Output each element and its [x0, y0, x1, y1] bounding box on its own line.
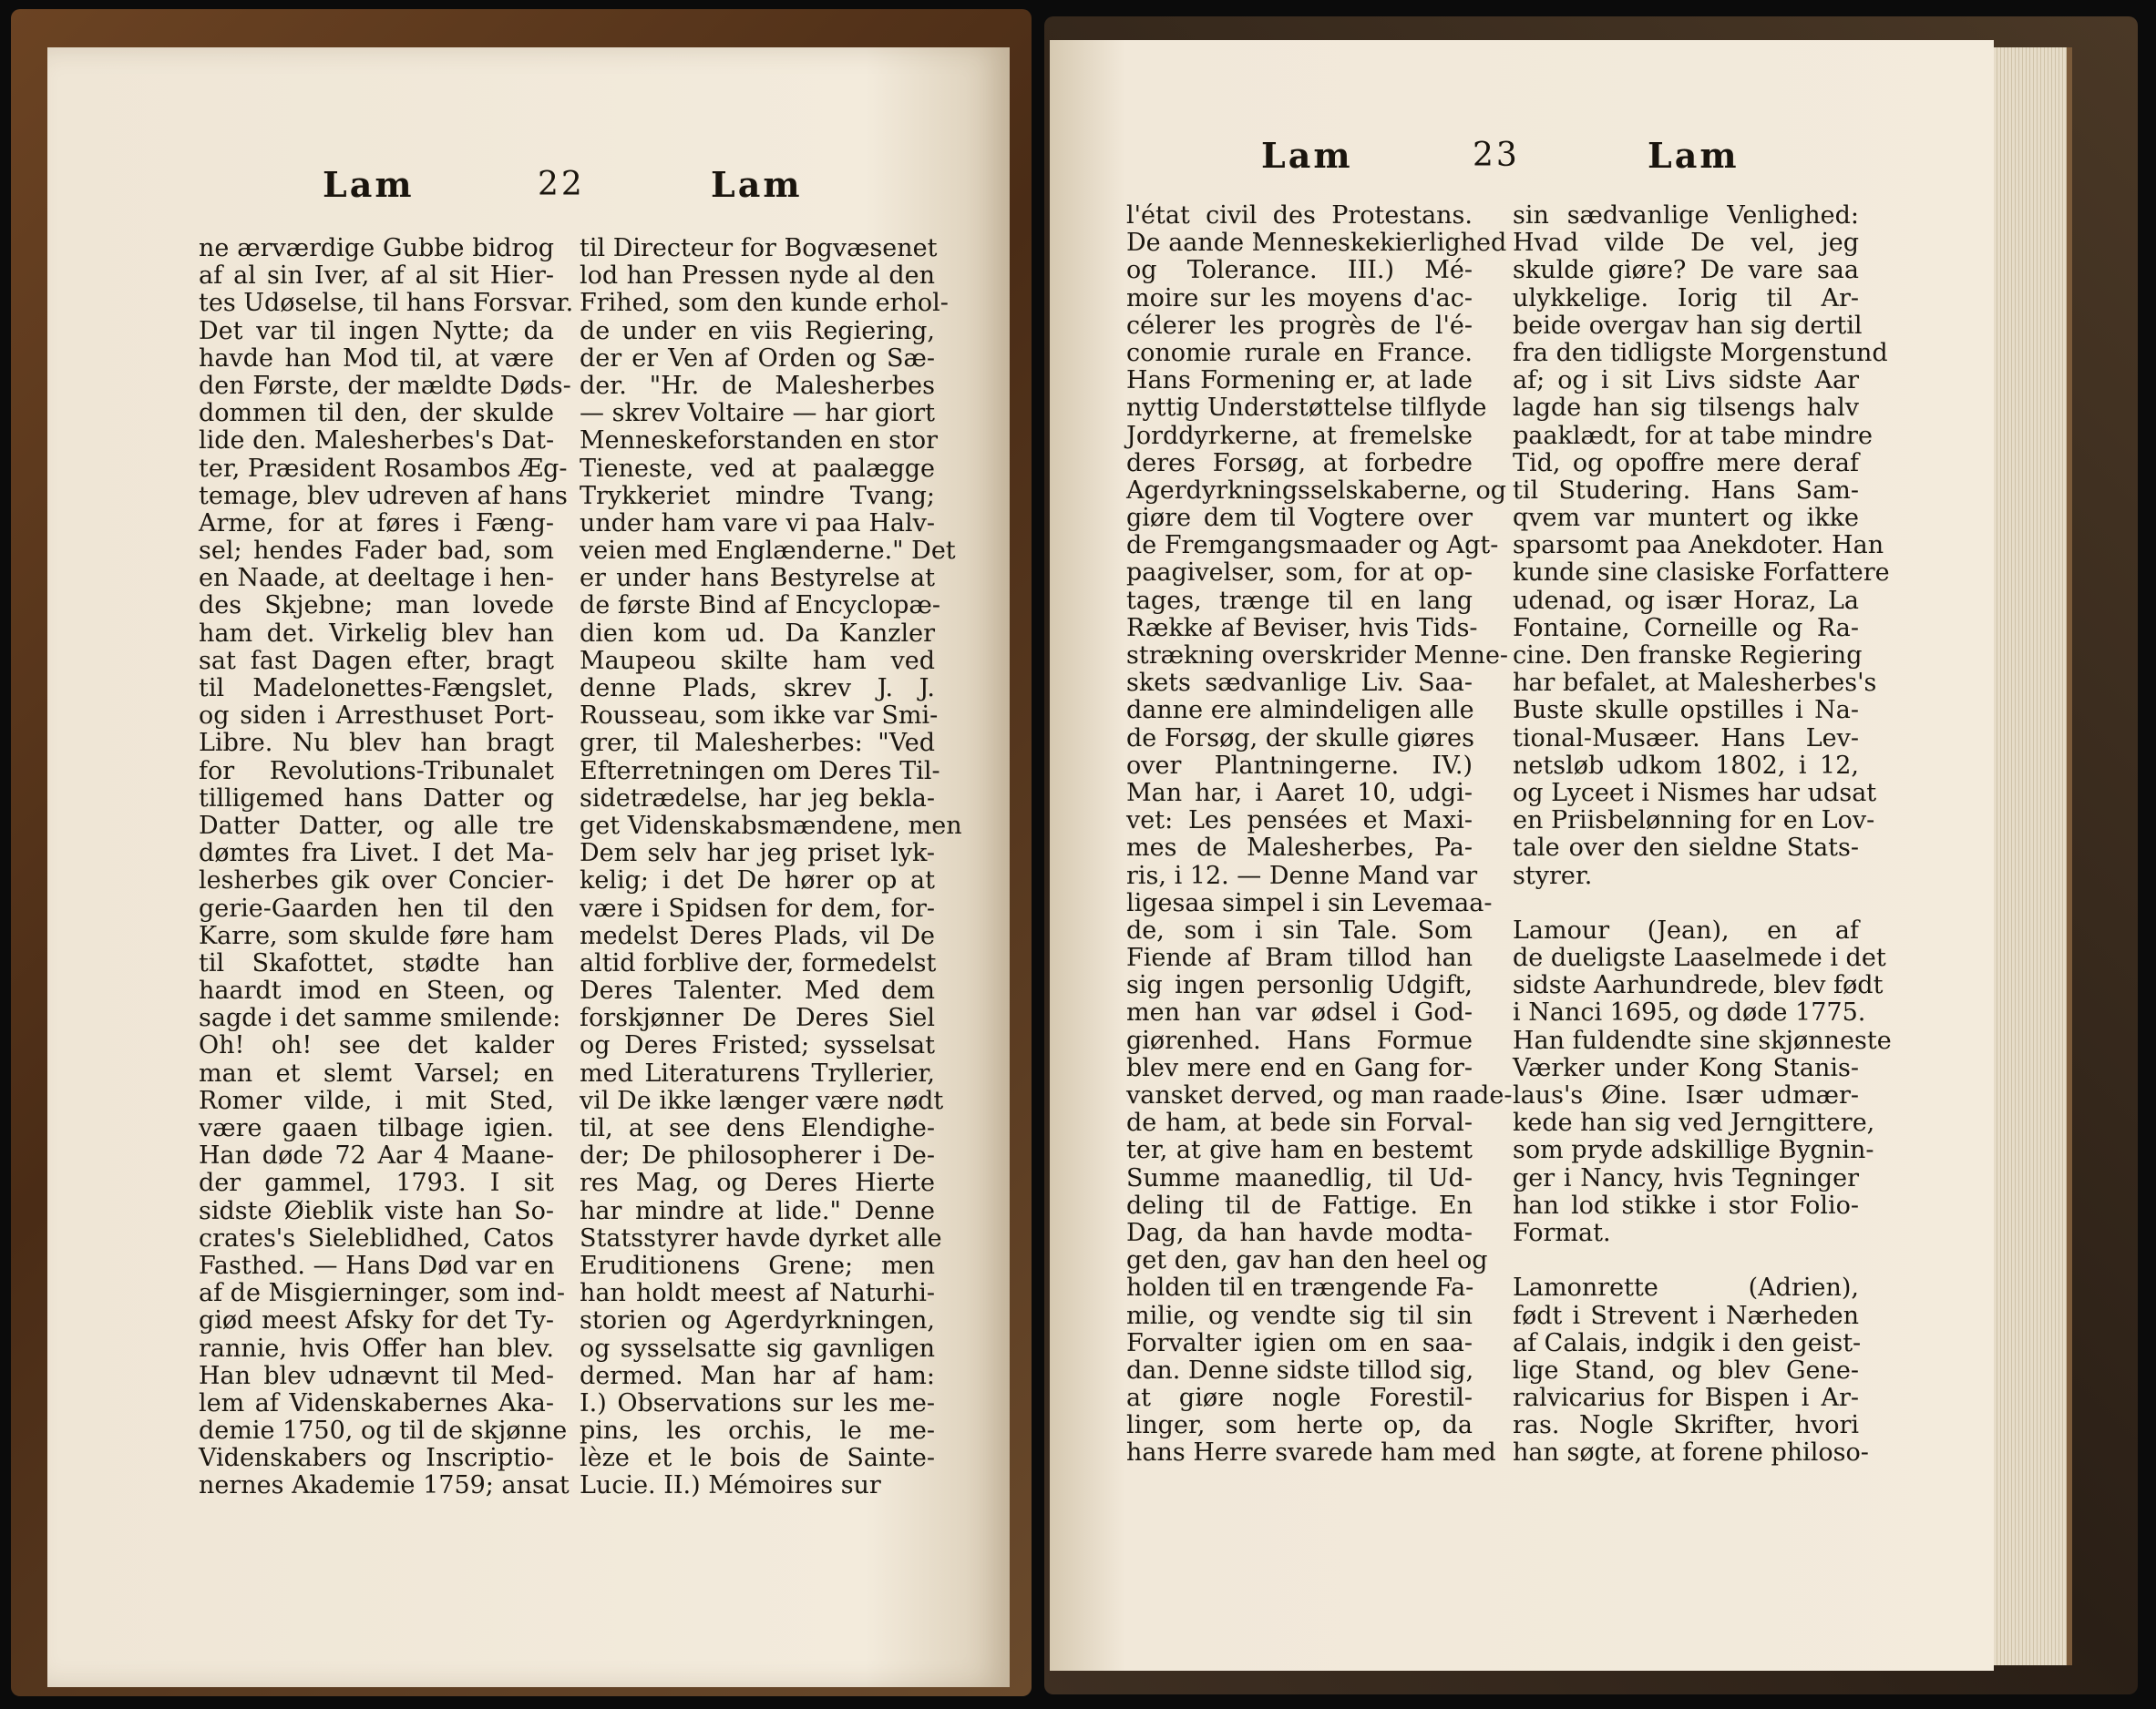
text-line: ligesaa simpel i sin Levemaa-	[1126, 888, 1493, 917]
text-line: han holdt meest af Naturhi-	[580, 1279, 935, 1308]
text-line: Dag, da han havde modta-	[1126, 1218, 1473, 1247]
text-line: De aande Menneskekierlighed	[1126, 229, 1507, 258]
text-line: til Studering. Hans Sam-	[1513, 476, 1859, 505]
text-line: dermed. Man har af ham:	[580, 1361, 935, 1390]
text-line: udenad, og især Horaz, La	[1513, 586, 1859, 615]
text-line: Lucie. II.) Mémoires sur	[580, 1471, 881, 1500]
text-line: l'état civil des Protestans.	[1126, 201, 1473, 230]
left-page-column-2	[580, 234, 962, 1500]
text-line: get Videnskabsmændene, men	[580, 811, 962, 840]
text-line: forskjønner De Deres Siel	[580, 1004, 935, 1033]
text-line: Fiende af Bram tillod han	[1126, 944, 1473, 973]
text-line	[1513, 890, 1859, 917]
text-line: altid forblive der, formedelst	[580, 948, 937, 977]
text-line: netsløb udkom 1802, i 12,	[1513, 751, 1859, 780]
text-line: ter, at give ham en bestemt	[1126, 1136, 1473, 1165]
text-line: dien kom ud. Da Kanzler	[580, 619, 935, 648]
text-line: deres Forsøg, at forbedre	[1126, 448, 1473, 477]
text-line: Han fuldendte sine skjønneste	[1513, 1026, 1892, 1055]
text-line: de Forsøg, der skulle giøres	[1126, 723, 1474, 752]
text-line: og siden i Arresthuset Port-	[199, 701, 554, 731]
text-line: havde han Mod til, at være	[199, 343, 554, 373]
text-line: til Madelonettes-Fængslet,	[199, 674, 554, 702]
text-line: den Første, der mældte Døds-	[199, 371, 571, 400]
text-line: de dueligste Laaselmede i det	[1513, 944, 1886, 973]
text-line: crates's Sieleblidhed, Catos	[199, 1223, 554, 1253]
text-line: for Revolutions-Tribunalet	[199, 756, 554, 785]
text-line: Fasthed. — Hans Død var en	[199, 1251, 555, 1280]
running-head-right-right: Lam	[1648, 135, 1740, 176]
text-line: ham det. Virkelig blev han	[199, 619, 554, 648]
text-line: der er Ven af Orden og Sæ-	[580, 343, 935, 373]
text-line: mes de Malesherbes, Pa-	[1126, 834, 1473, 863]
page-number-right: 23	[1473, 137, 1520, 174]
text-line: at giøre nogle Forestil-	[1126, 1384, 1473, 1413]
text-line: medelst Deres Plads, vil De	[580, 921, 935, 950]
text-line: beide overgav han sig dertil	[1513, 311, 1863, 340]
text-line: han lod stikke i stor Folio-	[1513, 1191, 1859, 1220]
text-line: deling til de Fattige. En	[1126, 1191, 1473, 1220]
text-line: lige Stand, og blev Gene-	[1513, 1356, 1859, 1385]
text-line: res Mag, og Deres Hierte	[580, 1169, 935, 1198]
text-line: der. "Hr. de Malesherbes	[580, 371, 935, 400]
text-line: temage, blev udreven af hans	[199, 481, 568, 510]
text-line: grer, til Malesherbes: "Ved	[580, 729, 935, 758]
text-line: rannie, hvis Offer han blev.	[199, 1334, 554, 1363]
text-line: milie, og vendte sig til sin	[1126, 1301, 1473, 1330]
text-line: demie 1750, og til de skjønne	[199, 1417, 568, 1446]
text-line: Række af Beviser, hvis Tids-	[1126, 613, 1478, 642]
text-line: ulykkelige. Iorig til Ar-	[1513, 283, 1859, 312]
left-page-column-1	[199, 234, 574, 1500]
text-line: vet: Les pensées et Maxi-	[1126, 806, 1473, 835]
text-line: Maupeou skilte ham ved	[580, 646, 935, 675]
text-line: Lamour (Jean), en af	[1513, 916, 1859, 945]
text-line: tes Udøselse, til hans Forsvar.	[199, 289, 574, 318]
text-line: dan. Denne sidste tillod sig,	[1126, 1356, 1474, 1385]
text-line: giøre dem til Vogtere over	[1126, 504, 1473, 533]
text-line: Romer vilde, i mit Sted,	[199, 1086, 554, 1115]
text-line: storien og Agerdyrkningen,	[580, 1306, 935, 1335]
text-line: haardt imod en Steen, og	[199, 977, 554, 1006]
text-line: Videnskabers og Inscriptio-	[199, 1444, 554, 1473]
text-line: skulde giøre? De vare saa	[1513, 256, 1859, 285]
text-line: pins, les orchis, le me-	[580, 1417, 935, 1446]
page-number-left: 22	[538, 166, 585, 203]
running-head-left-right: Lam	[711, 164, 803, 205]
text-line: célerer les progrès de l'é-	[1126, 311, 1473, 340]
right-page-column-2	[1513, 201, 1892, 1468]
text-line: kunde sine clasiske Forfattere	[1513, 558, 1890, 588]
text-line: Arme, for at føres i Fæng-	[199, 508, 554, 537]
text-line: og Deres Fristed; sysselsat	[580, 1031, 935, 1060]
text-line: ralvicarius for Bispen i Ar-	[1513, 1384, 1859, 1413]
text-line: til Directeur for Bogvæsenet	[580, 234, 938, 262]
text-line: Karre, som skulde føre ham	[199, 921, 554, 950]
text-line: de Fremgangsmaader og Agt-	[1126, 531, 1499, 560]
text-line: Format.	[1513, 1218, 1611, 1247]
text-line: har mindre at lide." Denne	[580, 1196, 935, 1225]
right-page	[1050, 40, 1994, 1671]
text-line: tilligemed hans Datter og	[199, 783, 554, 813]
text-line	[1513, 1247, 1859, 1274]
text-line: strækning overskrider Menne-	[1126, 641, 1509, 670]
text-line: er under hans Bestyrelse at	[580, 564, 935, 593]
text-line: sidste Aarhundrede, blev født	[1513, 971, 1884, 1000]
text-line: linger, som herte op, da	[1126, 1411, 1473, 1440]
text-line: under ham vare vi paa Halv-	[580, 508, 935, 537]
text-line: en Naade, at deeltage i hen-	[199, 564, 554, 593]
text-line: være i Spidsen for dem, for-	[580, 894, 935, 923]
text-line: tale over den sieldne Stats-	[1513, 834, 1859, 863]
text-line: man et slemt Varsel; en	[199, 1059, 554, 1088]
text-line: dommen til den, der skulde	[199, 399, 554, 428]
right-page-column-1	[1126, 201, 1513, 1468]
text-line: Agerdyrkningsselskaberne, og	[1126, 476, 1507, 505]
text-line: tages, trænge til en lang	[1126, 586, 1473, 615]
text-line: ne ærværdige Gubbe bidrog	[199, 234, 554, 262]
text-line: get den, gav han den heel og	[1126, 1246, 1488, 1275]
text-line: og Tolerance. III.) Mé-	[1126, 256, 1473, 285]
text-line: Forvalter igien om en saa-	[1126, 1328, 1473, 1357]
text-line: cine. Den franske Regiering	[1513, 641, 1863, 670]
text-line: af al sin Iver, af al sit Hier-	[199, 261, 554, 291]
text-line: Hvad vilde De vel, jeg	[1513, 229, 1859, 258]
text-line: Datter Datter, og alle tre	[199, 811, 554, 840]
text-line: skets sædvanlige Liv. Saa-	[1126, 669, 1473, 698]
text-line: nyttig Understøttelse tilflyde	[1126, 394, 1487, 423]
text-line: moire sur les moyens d'ac-	[1126, 283, 1473, 312]
running-head-left: Lam	[323, 164, 415, 205]
text-line: sidste Øieblik viste han So-	[199, 1196, 554, 1225]
text-line: denne Plads, skrev J. J.	[580, 674, 935, 702]
text-line: giød meest Afsky for det Ty-	[199, 1306, 554, 1335]
text-line: Det var til ingen Nytte; da	[199, 316, 554, 345]
text-line: laus's Øine. Især udmær-	[1513, 1081, 1859, 1110]
text-line: nernes Akademie 1759; ansat	[199, 1471, 570, 1500]
text-line: Frihed, som den kunde erhol-	[580, 289, 949, 318]
text-line: sparsomt paa Anekdoter. Han	[1513, 531, 1884, 560]
text-line: kede han sig ved Jerngittere,	[1513, 1109, 1875, 1138]
text-line: de ham, at bede sin Forval-	[1126, 1109, 1473, 1138]
text-line: paagivelser, som, for at op-	[1126, 558, 1473, 588]
text-line: tional-Musæer. Hans Lev-	[1513, 723, 1859, 752]
text-line: Tid, og opoffre mere deraf	[1513, 448, 1859, 477]
text-line: dømtes fra Livet. I det Ma-	[199, 839, 554, 868]
text-line: holden til en trængende Fa-	[1126, 1274, 1474, 1303]
text-line: hans Herre svarede ham med	[1126, 1438, 1496, 1468]
text-line: paaklædt, for at tabe mindre	[1513, 421, 1874, 450]
text-line: lod han Pressen nyde al den	[580, 261, 935, 291]
text-line: og sysselsatte sig gavnligen	[580, 1334, 935, 1363]
text-line: de under en viis Regiering,	[580, 316, 935, 345]
text-line: sig ingen personlig Udgift,	[1126, 971, 1473, 1000]
page-edges	[1994, 47, 2072, 1665]
text-line: Dem selv har jeg priset lyk-	[580, 839, 935, 868]
text-line: men han var ødsel i God-	[1126, 998, 1473, 1028]
text-line: Lamonrette (Adrien),	[1513, 1274, 1859, 1303]
text-line: sat fast Dagen efter, bragt	[199, 646, 554, 675]
text-line: kelig; i det De hører op at	[580, 866, 935, 895]
left-page	[47, 47, 1010, 1687]
text-line: de, som i sin Tale. Som	[1126, 916, 1473, 945]
text-line: de første Bind af Encyclopæ-	[580, 591, 940, 620]
text-line: I.) Observations sur les me-	[580, 1388, 935, 1417]
text-line: giørenhed. Hans Formue	[1126, 1026, 1473, 1055]
text-line: Fontaine, Corneille og Ra-	[1513, 613, 1859, 642]
text-line: ter, Præsident Rosambos Æg-	[199, 454, 568, 483]
text-line: der; De philosopherer i De-	[580, 1141, 935, 1171]
text-line: fra den tidligste Morgenstund	[1513, 338, 1888, 367]
text-line: sidetrædelse, har jeg bekla-	[580, 783, 935, 813]
text-line: Summe maanedlig, til Ud-	[1126, 1163, 1473, 1192]
text-line: Man har, i Aaret 10, udgi-	[1126, 778, 1473, 807]
text-line: han søgte, at forene philoso-	[1513, 1438, 1869, 1468]
text-line: ras. Nogle Skrifter, hvori	[1513, 1411, 1859, 1440]
text-line: Oh! oh! see det kalder	[199, 1031, 554, 1060]
text-line: Libre. Nu blev han bragt	[199, 729, 554, 758]
text-line: lem af Videnskabernes Aka-	[199, 1388, 554, 1417]
text-line: Deres Talenter. Med dem	[580, 977, 935, 1006]
text-line: blev mere end en Gang for-	[1126, 1053, 1473, 1082]
text-line: lagde han sig tilsengs halv	[1513, 394, 1859, 423]
text-line: som pryde adskillige Bygnin-	[1513, 1136, 1874, 1165]
text-line: gerie-Gaarden hen til den	[199, 894, 554, 923]
text-line: Statsstyrer havde dyrket alle	[580, 1223, 942, 1253]
text-line: Værker under Kong Stanis-	[1513, 1053, 1859, 1082]
text-line: født i Strevent i Nærheden	[1513, 1301, 1859, 1330]
text-line: Rousseau, som ikke var Smi-	[580, 701, 939, 731]
text-line: Tieneste, ved at paalægge	[580, 454, 935, 483]
text-line: af Calais, indgik i den geist-	[1513, 1328, 1862, 1357]
text-line: af de Misgierninger, som ind-	[199, 1279, 565, 1308]
text-line: conomie rurale en France.	[1126, 338, 1473, 367]
text-line: styrer.	[1513, 861, 1593, 890]
text-line: lèze et le bois de Sainte-	[580, 1444, 935, 1473]
text-line: være gaaen tilbage igien.	[199, 1114, 554, 1142]
text-line: des Skjebne; man lovede	[199, 591, 554, 620]
text-line: til Skafottet, stødte han	[199, 948, 554, 977]
text-line: til, at see dens Elendighe-	[580, 1114, 935, 1142]
text-line: sel; hendes Fader bad, som	[199, 537, 554, 566]
text-line: veien med Englænderne." Det	[580, 537, 956, 566]
text-line: Han blev udnævnt til Med-	[199, 1361, 554, 1390]
text-line: Hans Formening er, at lade	[1126, 366, 1473, 395]
text-line: ris, i 12. — Denne Mand var	[1126, 861, 1478, 890]
text-line: i Nanci 1695, og døde 1775.	[1513, 998, 1866, 1028]
running-head-right: Lam	[1261, 135, 1353, 176]
text-line: Han døde 72 Aar 4 Maane-	[199, 1141, 554, 1171]
text-line: af; og i sit Livs sidste Aar	[1513, 366, 1859, 395]
text-line: Menneskeforstanden en stor	[580, 426, 938, 455]
text-line: over Plantningerne. IV.)	[1126, 751, 1473, 780]
text-line: sagde i det samme smilende:	[199, 1004, 561, 1033]
text-line: ger i Nancy, hvis Tegninger	[1513, 1163, 1859, 1192]
text-line: Buste skulle opstilles i Na-	[1513, 696, 1859, 725]
text-line: Jorddyrkerne, at fremelske	[1126, 421, 1473, 450]
text-line: danne ere almindeligen alle	[1126, 696, 1474, 725]
text-line: der gammel, 1793. I sit	[199, 1169, 554, 1198]
text-line: qvem var muntert og ikke	[1513, 504, 1859, 533]
text-line: lesherbes gik over Concier-	[199, 866, 554, 895]
text-line: har befalet, at Malesherbes's	[1513, 669, 1877, 698]
text-line: med Literaturens Tryllerier,	[580, 1059, 935, 1088]
text-line: vansket derved, og man raade-	[1126, 1081, 1513, 1110]
text-line: en Priisbelønning for en Lov-	[1513, 806, 1875, 835]
text-line: Eruditionens Grene; men	[580, 1251, 935, 1280]
text-line: og Lyceet i Nismes har udsat	[1513, 778, 1877, 807]
text-line: — skrev Voltaire — har giort	[580, 399, 935, 428]
text-line: Efterretningen om Deres Til-	[580, 756, 940, 785]
text-line: Trykkeriet mindre Tvang;	[580, 481, 935, 510]
text-line: sin sædvanlige Venlighed:	[1513, 201, 1859, 230]
text-line: vil De ikke længer være nødt	[580, 1086, 944, 1115]
text-line: lide den. Malesherbes's Dat-	[199, 426, 555, 455]
